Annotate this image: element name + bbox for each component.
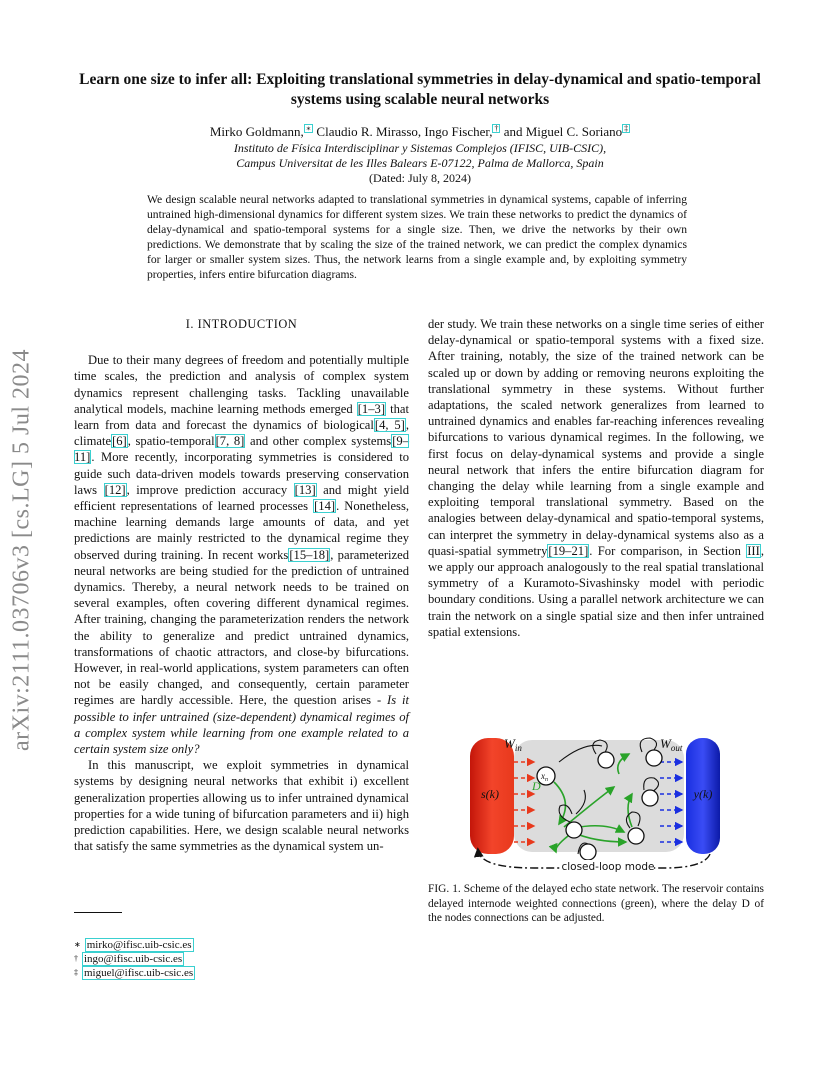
section-link[interactable]: III	[747, 543, 760, 558]
email-link[interactable]: miguel@ifisc.uib-csic.es	[84, 967, 194, 979]
citation-link[interactable]: [14]	[314, 499, 336, 514]
right-column	[428, 316, 764, 640]
affiliation-line-2: Campus Universitat de les Illes Balears E-07122, Palma de Mallorca, Spain	[236, 156, 604, 170]
email-link[interactable]: mirko@ifisc.uib-csic.es	[86, 939, 192, 951]
intro-paragraph-3: der study. We train these networks on a single time series of either delay-dynamical or spatio-temporal systems with a fixed size. After training, notably, the size of the trained network can be scaled up or down by adding or removing neurons exploiting the translational symmetry in these systems. Without further adaptations, the scaled network generalizes from learned to untrained dynamics and enables far-reaching inferences revealing bifurcations to various dynamical regimes. In the following, we first focus on delay-dynamical systems and provide a single neural network that infers the entire bifurcation diagram for changing the delay while learning from a single example and exploiting temporal translational symmetry. Based on the analogies between delay-dynamical and spatio-temporal systems, can interpret the symmetry in delay-dynamical systems also as a quasi-spatial symmetry[19–21]. For comparison, in Section III, we apply our approach analogously to the real spatial translational symmetry of a Kuramoto-Sivashinsky model with periodic boundary conditions. Using a parallel network architecture we can train the network on a single spatial size and then infer untrained spatial extensions.	[428, 317, 764, 639]
intro-paragraph-2: In this manuscript, we exploit symmetries in dynamical systems by designing neural networks that exhibit i) excellent generalization properties allowing us to infer untrained dynamical properties for a wide tuning of bifurcation parameters and ii) high prediction capabilities. Here, we design scalable neural networks that satisfy the same symmetries as the dynamical system un-	[74, 758, 409, 854]
win-label: $W_{in}$	[504, 736, 522, 753]
wout-label: $W_{out}$	[660, 736, 683, 753]
footnote-link-1[interactable]: ∗	[305, 123, 312, 133]
author-4: and Miguel C. Soriano	[500, 124, 623, 139]
intro-paragraph-1: Due to their many degrees of freedom and potentially multiple time scales, the prediction and analysis of complex system dynamics represent challenging tasks. Tackling unavailable analytical models, machine learning methods emerged [1–3] that learn from data and forecast the dynamics of biological[4, 5], climate[6], spatio-temporal[7, 8] and other complex systems[9–11]. More recently, incorporating symmetries is considered to guide such data-driven models towards preserving conservation laws [12], improve prediction accuracy [13] and might yield efficient representations of learned processes [14]. Nonetheless, machine learning demands large amounts of data, and yet predictions are mainly restricted to the dynamical regime they observed during training. In recent works[15–18], parameterized neural networks are being studied for the prediction of untrained dynamics. Thereby, a neural network needs to be trained on several examples, often covering different dynamical regimes. After training, changing the parameterization renders the network the ability to generalize and predict untrained dynamics, transformations of chaotic attractors, and close-by bifurcations. However, in real-world applications, system parameters can often not be easily changed, and consequently, certain parameter regimes are hardly accessible. Here, the question arises - Is it possible to infer untrained (size-dependent) dynamical regimes of a complex system while learning from one example related to a certain system size only?	[74, 353, 409, 757]
output-signal-label: y(k)	[693, 787, 713, 801]
section-heading: I. INTRODUCTION	[185, 317, 298, 331]
research-question: Is it possible to infer untrained (size-dependent) dynamical regimes of a complex system while learning from one example related to a certain system size only?	[74, 693, 409, 757]
citation-link[interactable]: [1–3]	[357, 401, 386, 416]
author-2-3: Claudio R. Mirasso, Ingo Fischer,	[313, 124, 493, 139]
paper-title: Learn one size to infer all: Exploiting translational symmetries in delay-dynamical and spatio-temporal systems using scalable neural networks	[79, 71, 761, 108]
closed-loop-label: closed-loop mode	[561, 861, 655, 872]
footnote-2: † ingo@ifisc.uib-csic.es	[74, 953, 183, 965]
affiliation	[70, 141, 770, 171]
footnotes	[74, 938, 394, 980]
citation-link[interactable]: [7, 8]	[215, 434, 245, 449]
echo-state-network-diagram	[464, 732, 734, 872]
delay-label: D	[532, 779, 541, 793]
input-signal-label: s(k)	[481, 787, 499, 801]
author-1: Mirko Goldmann,	[209, 124, 304, 139]
citation-link[interactable]: [15–18]	[289, 547, 330, 562]
author-list	[70, 124, 770, 140]
citation-link[interactable]: [6]	[112, 434, 127, 449]
citation-link[interactable]: [4, 5]	[374, 418, 405, 433]
citation-link[interactable]: [12]	[104, 482, 126, 497]
figure-caption: FIG. 1. Scheme of the delayed echo state network. The reservoir contains delayed internode weighted connections (green), where the delay D of the nodes connections can be adjusted.	[428, 883, 764, 924]
citation-link[interactable]: [19–21]	[548, 543, 589, 558]
xn-label: $x_n$	[541, 771, 548, 783]
email-link[interactable]: ingo@ifisc.uib-csic.es	[84, 953, 183, 965]
footnote-rule	[74, 912, 122, 913]
figure-1	[464, 732, 734, 872]
affiliation-line-1: Instituto de Física Interdisciplinar y Sistemas Complejos (IFISC, UIB-CSIC),	[233, 141, 607, 155]
footnote-3: ‡ miguel@ifisc.uib-csic.es	[74, 967, 194, 979]
abstract: We design scalable neural networks adapted to translational symmetries in dynamical systems, capable of inferring untrained high-dimensional dynamics for different system sizes. We train these networks to predict the dynamics of delay-dynamical and spatio-temporal systems for a single size. Then, we drive the networks by their own predictions. We demonstrate that by scaling the size of the trained network, we can predict the complex dynamics for larger or smaller system sizes. Thus, the network learns from a single example and, by exploiting symmetry properties, infers entire bifurcation diagrams.	[147, 193, 687, 281]
citation-link[interactable]: [9–11]	[74, 434, 409, 465]
footnote-link-3[interactable]: ‡	[624, 123, 629, 133]
arxiv-stamp: arXiv:2111.03706v3 [cs.LG] 5 Jul 2024	[8, 349, 35, 752]
left-column	[74, 316, 409, 855]
footnote-link-2[interactable]: †	[494, 123, 499, 133]
footnote-1: ∗ mirko@ifisc.uib-csic.es	[74, 939, 192, 951]
date-line: (Dated: July 8, 2024)	[369, 171, 471, 185]
citation-link[interactable]: [13]	[294, 482, 316, 497]
